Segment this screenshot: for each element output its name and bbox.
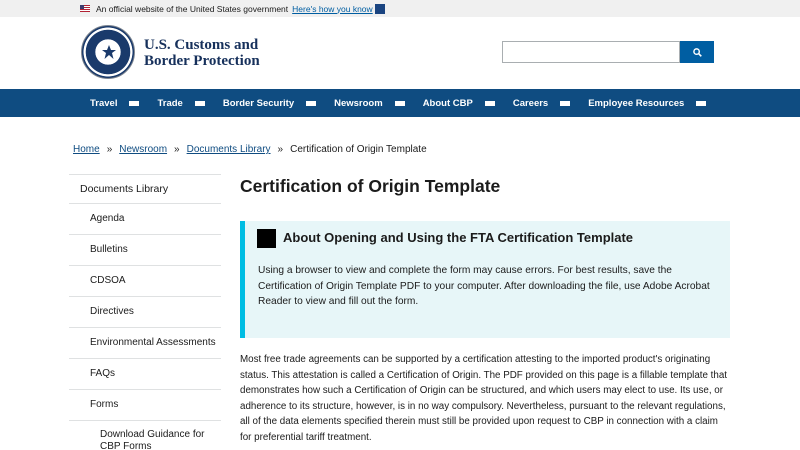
alert-body: Using a browser to view and complete the form may cause errors. For best results, save the Certification of Origin Template PDF to your computer. After downloading the file, use Adobe Acrobat Reader to view and fill out the form.	[258, 265, 710, 307]
sidebar-item-faqs[interactable]: FAQs	[69, 359, 221, 390]
search-input[interactable]	[502, 41, 680, 63]
sidebar-subitem-download-guidance[interactable]: Download Guidance for CBP Forms	[100, 429, 205, 450]
agency-name-line1: U.S. Customs and	[144, 37, 259, 53]
sidebar-item-directives[interactable]: Directives	[69, 297, 221, 328]
breadcrumb-documents-library[interactable]: Documents Library	[186, 144, 271, 155]
gov-banner	[0, 0, 800, 17]
breadcrumb-newsroom[interactable]: Newsroom	[119, 144, 168, 155]
nav-item-trade[interactable]: Trade	[157, 98, 204, 109]
chevron-down-icon[interactable]	[129, 101, 139, 106]
chevron-down-icon[interactable]	[696, 101, 706, 106]
nav-item-employee-resources[interactable]: Employee Resources	[588, 98, 706, 109]
breadcrumb-current: Certification of Origin Template	[290, 144, 427, 155]
main-nav	[0, 89, 800, 117]
page-title: Certification of Origin Template	[240, 176, 501, 196]
info-alert	[240, 221, 730, 338]
alert-heading: About Opening and Using the FTA Certification Template	[283, 230, 634, 245]
site-header	[0, 17, 800, 89]
search-icon	[693, 48, 702, 57]
sidebar-item-environmental-assessments[interactable]: Environmental Assessments	[69, 328, 221, 359]
breadcrumb-home[interactable]: Home	[73, 144, 100, 155]
gov-banner-text: An official website of the United States government	[96, 3, 289, 14]
nav-item-about-cbp[interactable]: About CBP	[423, 98, 495, 109]
agency-name[interactable]	[144, 37, 260, 69]
body-paragraph: Most free trade agreements can be supported by a certification attesting to the imported product's originating status. This attestation is called a Certification of Origin. The PDF provided on this page is a fillable template that demonstrates how such a Certification of Origin can be structured, and which users may elect to use. Its use, or adherence to its structure, however, is in no way compulsory. Nevertheless, pursuant to the relevant regulations, all of the data elements specified therein must still be provided upon request to CBP in connection with a claim for preferential tariff treatment.	[240, 354, 728, 443]
us-flag-icon	[80, 5, 90, 12]
agency-name-line2: Border Protection	[144, 53, 260, 69]
nav-item-travel[interactable]: Travel	[90, 98, 139, 109]
info-icon	[257, 229, 276, 248]
cbp-seal-icon[interactable]	[81, 25, 135, 79]
chevron-down-icon[interactable]	[395, 101, 405, 106]
chevron-down-icon[interactable]	[195, 101, 205, 106]
heres-how-you-know-link[interactable]: Here's how you know	[292, 3, 373, 14]
sidebar-nav	[69, 174, 221, 450]
sidebar-item-cdsoa[interactable]: CDSOA	[69, 266, 221, 297]
nav-item-border-security[interactable]: Border Security	[223, 98, 316, 109]
breadcrumb-separator: »	[106, 144, 113, 155]
nav-item-careers[interactable]: Careers	[513, 98, 570, 109]
sidebar-title[interactable]: Documents Library	[69, 174, 221, 204]
chevron-down-icon[interactable]	[485, 101, 495, 106]
sidebar-item-bulletins[interactable]: Bulletins	[69, 235, 221, 266]
sidebar-item-forms[interactable]: Forms	[69, 390, 221, 421]
search-button[interactable]	[680, 41, 714, 63]
chevron-down-icon[interactable]	[375, 4, 385, 14]
breadcrumb-separator: »	[277, 144, 284, 155]
sidebar-item-agenda[interactable]: Agenda	[69, 204, 221, 235]
chevron-down-icon[interactable]	[560, 101, 570, 106]
chevron-down-icon[interactable]	[306, 101, 316, 106]
breadcrumb-separator: »	[174, 144, 180, 155]
breadcrumb	[73, 144, 427, 155]
eagle-icon	[101, 44, 117, 60]
nav-item-newsroom[interactable]: Newsroom	[334, 98, 405, 109]
